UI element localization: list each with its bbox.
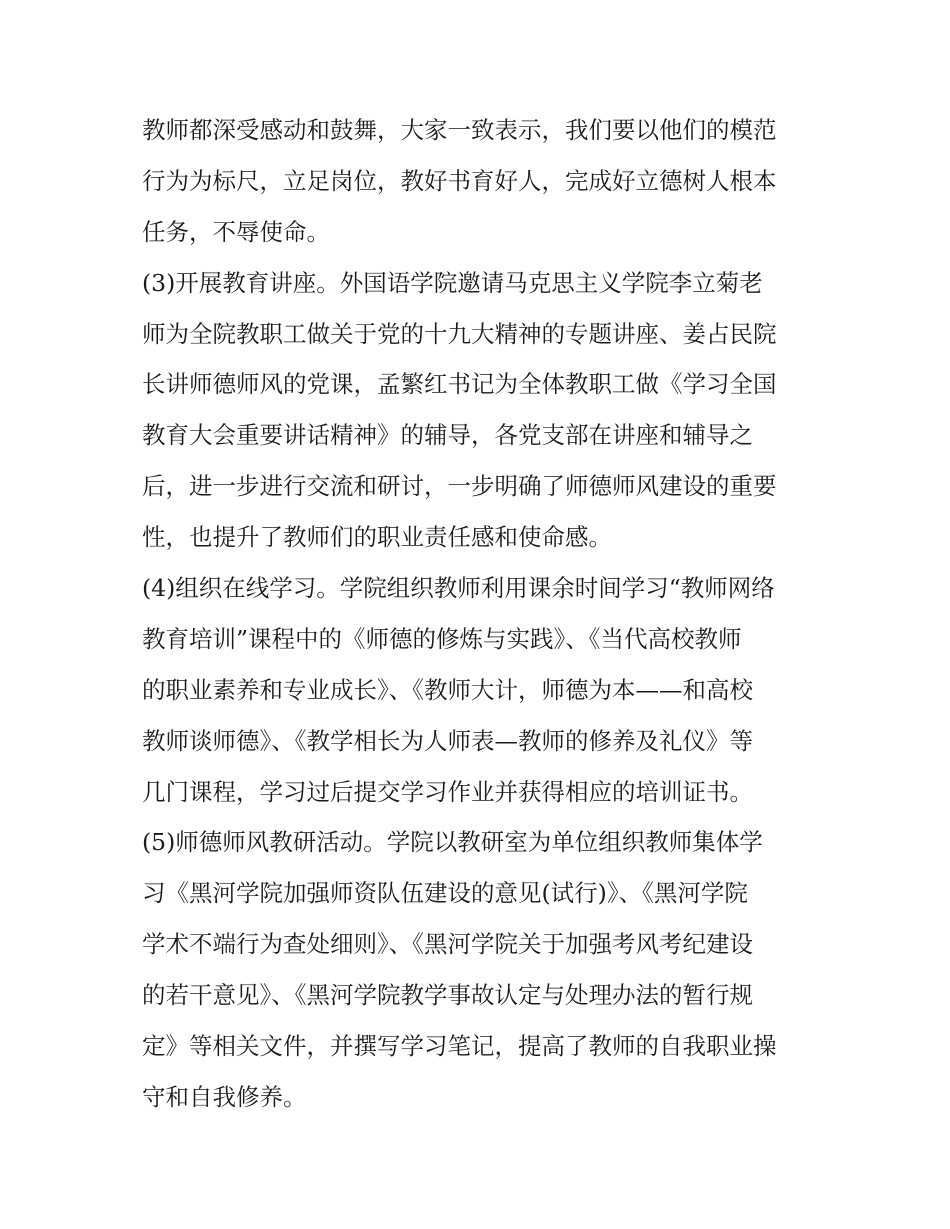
text-line: 的职业素养和专业成长》、《教师大计，师德为本——和高校 — [142, 675, 753, 704]
text-line: 守和自我修养。 — [142, 1082, 307, 1111]
text-line: 教育培训”课程中的《师德的修炼与实践》、《当代高校教师 — [142, 624, 742, 653]
text-line: 师为全院教职工做关于党的十九大精神的专题讲座、姜占民院 — [142, 319, 777, 348]
text-line: 教师谈师德》、《教学相长为人师表—教师的修养及礼仪》等 — [142, 726, 753, 755]
text-line: 行为为标尺，立足岗位，教好书育好人，完成好立德树人根本 — [142, 166, 777, 195]
text-line: 教师都深受感动和鼓舞，大家一致表示，我们要以他们的模范 — [142, 116, 777, 144]
text-line: 长讲师德师风的党课，孟繁红书记为全体教职工做《学习全国 — [142, 370, 777, 399]
text-line: 习《黑河学院加强师资队伍建设的意见(试行)》、《黑河学院 — [142, 879, 748, 908]
text-line: (5)师德师风教研活动。学院以教研室为单位组织教师集体学 — [142, 828, 763, 857]
text-line: 任务，不辱使命。 — [142, 217, 330, 246]
text-line: 几门课程，学习过后提交学习作业并获得相应的培训证书。 — [142, 777, 753, 806]
text-line: 性，也提升了教师们的职业责任感和使命感。 — [142, 523, 612, 552]
text-line: 后，进一步进行交流和研讨，一步明确了师德师风建设的重要 — [142, 472, 777, 501]
text-line: 的若干意见》、《黑河学院教学事故认定与处理办法的暂行规 — [142, 981, 753, 1010]
text-line: (4)组织在线学习。学院组织教师利用课余时间学习“教师网络 — [142, 574, 775, 603]
document-body — [142, 105, 812, 1123]
text-line: 定》等相关文件，并撰写学习笔记，提高了教师的自我职业操 — [142, 1032, 777, 1061]
text-line: (3)开展教育讲座。外国语学院邀请马克思主义学院李立菊老 — [142, 268, 763, 297]
text-line: 学术不端行为查处细则》、《黑河学院关于加强考风考纪建设 — [142, 930, 753, 959]
text-line: 教育大会重要讲话精神》的辅导，各党支部在讲座和辅导之 — [142, 421, 753, 450]
